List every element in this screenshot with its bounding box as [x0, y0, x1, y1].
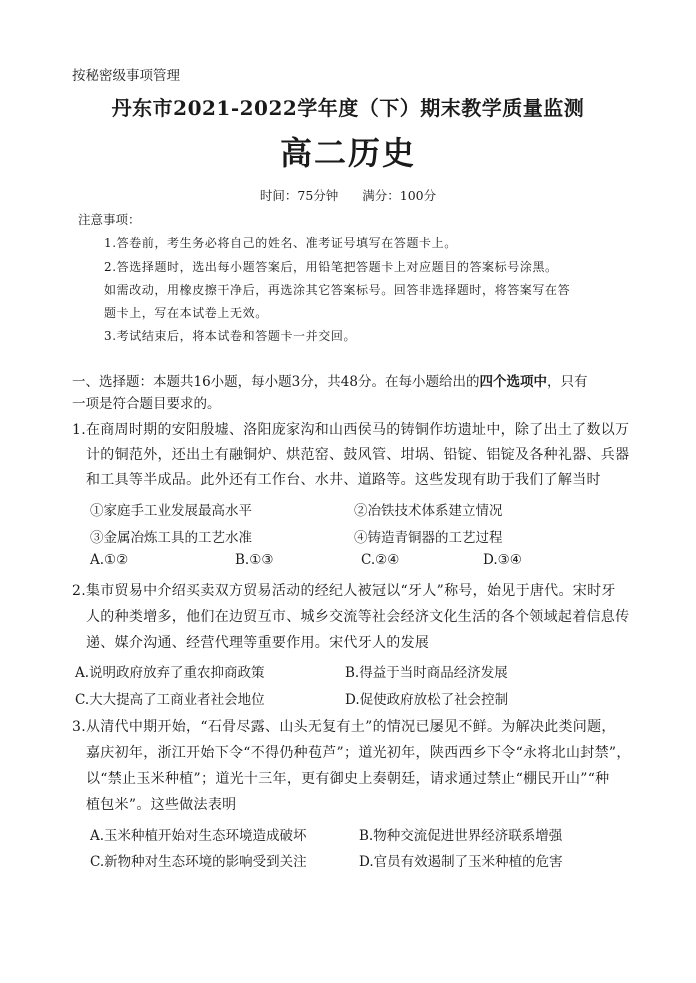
- q2-stem-line-3: 递、媒介沟通、经营代理等重要作用。宋代牙人的发展: [86, 635, 430, 651]
- q3-stem-line-4: 植包米”。这些做法表明: [86, 797, 237, 813]
- q2-stem-line-2: 人的种类增多，他们在边贸互市、城乡交流等社会经济文化生活的各个领域起着信息传: [86, 609, 630, 625]
- q1-stem-line-2: 计的铜范外，还出土有融铜炉、烘范窑、鼓风管、坩埚、铅锭、铝锭及各种礼器、兵器: [86, 447, 630, 463]
- secret-mark: 按秘密级事项管理: [72, 68, 180, 84]
- q3-stem-line-1: 3.从清代中期开始，“石骨尽露、山头无复有土”的情况已屡见不鲜。为解决此类问题，: [72, 719, 616, 735]
- notice-line-4: 题卡上，写在本试卷上无效。: [104, 306, 268, 320]
- q1-stem-line-1: 1.在商周时期的安阳殷墟、洛阳庞家沟和山西侯马的铸铜作坊遗址中，除了出土了数以万: [72, 422, 630, 438]
- section-instructions-line-2: 一项是符合题目要求的。: [72, 396, 221, 412]
- q2-stem-line-1: 2.集市贸易中介绍买卖双方贸易活动的经纪人被冠以“牙人”称号，始见于唐代。宋时牙: [72, 583, 616, 599]
- q2-option-a: A.说明政府放弃了重农抑商政策: [75, 665, 265, 681]
- q3-option-c: C.新物种对生态环境的影响受到关注: [90, 854, 307, 870]
- q3-option-a: A.玉米种植开始对生态环境造成破坏: [90, 828, 307, 844]
- q1-item-1: ①家庭手工业发展最高水平: [90, 503, 252, 519]
- q1-item-4: ④铸造青铜器的工艺过程: [354, 530, 503, 546]
- q3-option-b: B.物种交流促进世界经济联系增强: [359, 828, 563, 844]
- q1-option-d: D.③④: [483, 552, 522, 568]
- q1-option-c: C.②④: [361, 552, 400, 568]
- notice-line-2: 2.答选择题时，选出每小题答案后，用铅笔把答题卡上对应题目的答案标号涂黑。: [104, 260, 558, 274]
- q2-option-c: C.大大提高了工商业者社会地位: [75, 692, 265, 708]
- time-limit: 时间：75分钟: [259, 188, 339, 203]
- full-score: 满分：100分: [362, 188, 437, 203]
- q1-item-3: ③金属冶炼工具的工艺水准: [90, 530, 252, 546]
- notice-line-1: 1.答卷前，考生务必将自己的姓名、准考证号填写在答题卡上。: [104, 236, 457, 250]
- exam-info: [0, 186, 696, 204]
- q3-stem-line-3: 以“禁止玉米种植”；道光十三年，更有御史上奏朝廷，请求通过禁止“棚民开山”“种: [86, 771, 610, 787]
- q2-option-d: D.促使政府放松了社会控制: [345, 692, 509, 708]
- subject-title: 高二历史: [279, 134, 416, 172]
- q3-option-d: D.官员有效遏制了玉米种植的危害: [359, 854, 563, 870]
- q1-option-b: B.①③: [235, 552, 274, 568]
- q2-option-b: B.得益于当时商品经济发展: [345, 665, 508, 681]
- q1-item-2: ②冶铁技术体系建立情况: [354, 503, 503, 519]
- exam-title: 丹东市2021-2022学年度（下）期末教学质量监测: [111, 96, 585, 120]
- q1-option-a: A.①②: [90, 552, 129, 568]
- section-instructions-line-1: 一、选择题：本题共16小题，每小题3分，共48分。在每小题给出的四个选项中，只有: [72, 374, 588, 390]
- notice-line-3: 如需改动，用橡皮擦干净后，再选涂其它答案标号。回答非选择题时，将答案写在答: [104, 283, 571, 297]
- q1-stem-line-3: 和工具等半成品。此外还有工作台、水井、道路等。这些发现有助于我们了解当时: [86, 472, 601, 488]
- notice-line-5: 3.考试结束后，将本试卷和答题卡一并交回。: [104, 329, 357, 343]
- q3-stem-line-2: 嘉庆初年，浙江开始下令“不得仍种苞芦”；道光初年，陕西西乡下令“永将北山封禁”，: [86, 745, 631, 761]
- notice-heading: 注意事项：: [78, 212, 141, 227]
